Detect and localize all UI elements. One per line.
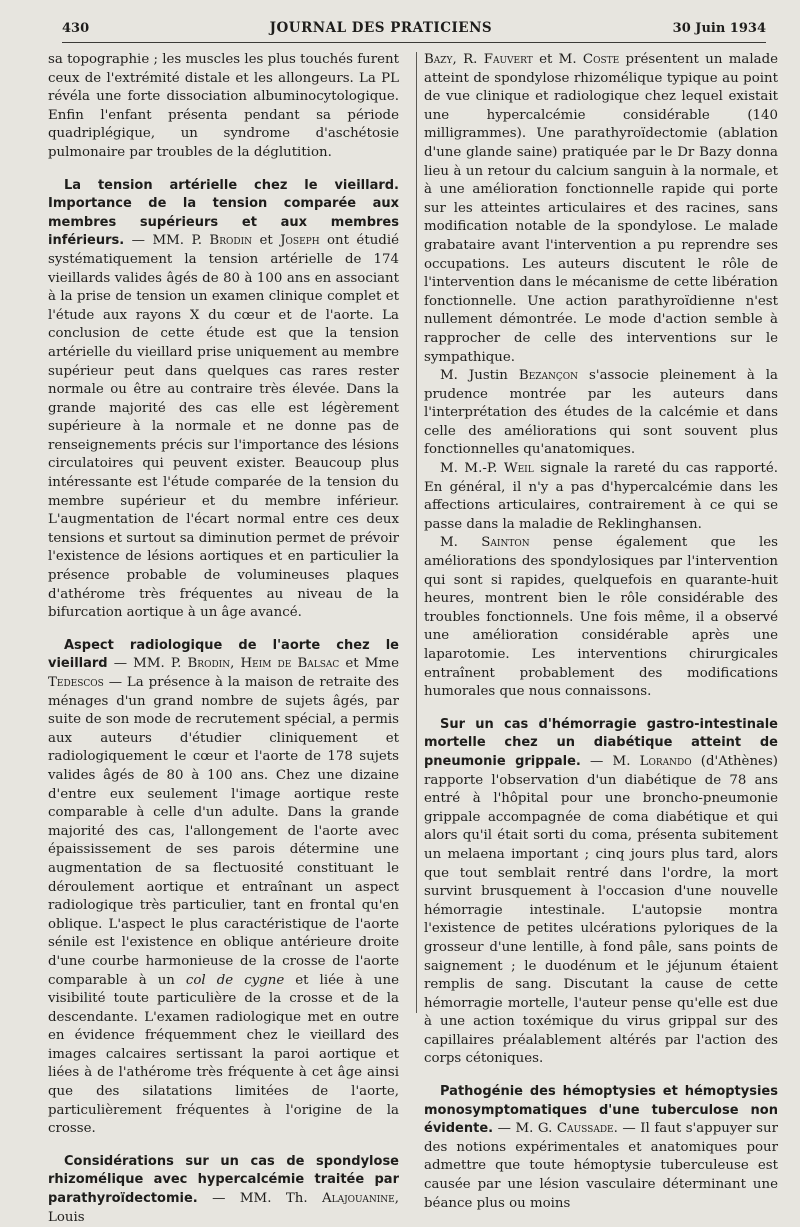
- page-number: 430: [62, 20, 90, 36]
- author-name: Joseph: [280, 233, 320, 249]
- article-heading: La tension artérielle chez le vieillard. Importance de la tension comparée aux membres supérieurs et aux membres inférieurs.: [48, 177, 399, 249]
- article-body: (d'Athènes) rapporte l'observation d'un diabétique de 78 ans entré à l'hôpital pour une broncho-pneumonie grippale accompagnée de coma diabétique et qui alors qu'il était sorti du coma, présenta subitement un melaena important ; cinq jours plus tard, alors que tout semblait rentré dans l'ordre, la mort survint brusquement à l'occasion d'une nouvelle hémorragie intestinale. L'autopsie montra l'existence de petites ulcérations pyloriques de la grosseur d'une lentille, à fond pâle, sans points de saignement ; le duodénum et le jéjunum étaient remplis de sang. Discutant la cause de cette hémorragie mortelle, l'auteur pense qu'elle est due à une action toxémique du virus grippal sur des capillaires préalablement altérés par l'action des corps cétoniques.: [424, 753, 778, 1067]
- right-column: [424, 51, 778, 1213]
- article-body: — La présence à la maison de retraite des ménages d'un grand nombre de sujets âgés, par suite de son mode de recrutement spécial, a permis aux auteurs d'étudier cliniquement et radiologiquement le cœur et l'aorte de 178 sujets valides âgés de 80 à 100 ans. Chez une dizaine d'entre eux seulement l'image aortique reste comparable à celle d'un adulte. Dans la grande majorité des cas, l'allongement de l'aorte avec épaississement de ses parois détermine une augmentation de sa flectuosité constituant le déroulement aortique et entraînant un aspect radiologique très particulier, tant en frontal qu'en oblique. L'aspect le plus caractéristique de l'aorte sénile est l'existence en oblique antérieure droite d'une courbe harmonieuse de la crosse de l'aorte comparable à un: [48, 675, 399, 988]
- article-body: ont étudié systématiquement la tension artérielle de 174 vieillards valides âgés de 80 à 100 ans en associant à la prise de tension un examen clinique complet et l'étude aux rayons X du cœur et de l'aorte. La conclusion de cette étude est que la tension artérielle du vieillard prise uniquement au membre supérieur peut dans quelques cas rares rester normale ou être au contraire très élevée. Dans la grande majorité des cas elle est légèrement supérieure à la normale et ne donne pas de renseignements précis sur l'importance des lésions circulatoires qui peuvent exister. Beaucoup plus intéressante est l'étude comparée de la tension du membre supérieur et du membre inférieur. L'augmentation de l'écart normal entre ces deux tensions et surtout sa diminution permet de prévoir l'existence de lésions aortiques et en particulier la présence probable de volumineuses plaques d'athérome très fréquentes au niveau de la bifurcation aortique à un âge avancé.: [48, 233, 399, 621]
- italic-term: col de cygne: [185, 972, 285, 988]
- article-body: et liée à une visibilité toute particulière de la crosse et de la descendante. L'examen radiologique met en outre en évidence fréquemment chez le vieillard des images calcaires sertissant la paroi aortique et liées à de l'athérome très fréquente à cet âge ainsi que des silatations limitées de l'aorte, particulièrement fréquentes à l'origine de la crosse.: [48, 972, 399, 1137]
- author-name: Weil: [503, 461, 534, 477]
- author-name: Brodin: [209, 233, 253, 249]
- article-body: pense également que les améliorations des spondylosiques par l'intervention qui sont si rapides, quelquefois en quarante-huit heures, montrent bien le rôle considérable des troubles fonctionnels. Une fois même, il a observé une amélioration considérable après une laparotomie. Les interventions chirurgicales entraînent probablement des modifications humorales que nous connaissons.: [424, 535, 778, 700]
- article-heading: Aspect radiologique de l'aorte chez le vieillard: [48, 637, 399, 672]
- article-body: présentent un malade atteint de spondylose rhizomélique typique au point de vue clinique et radiologique chez lequel existait une hypercalcémie considérable (140 milligrammes). Une parathyroïdectomie (ablation d'une glande saine) pratiquée par le Dr Bazy donna lieu à un retour du calcium sanguin à la normale, et à une amélioration fonctionnelle rapide qui porte sur les atteintes articulaires et des racines, sans modification notable de la spondylose. Le malade grabataire avant l'intervention a pu reprendre ses occupations. Les auteurs discutent le rôle de l'intervention dans le mécanisme de cette libération fonctionnelle. Une action parathyroïdienne n'est nullement démontrée. Le mode d'action semble à rapprocher de celle des interventions sur le sympathique.: [424, 52, 779, 365]
- article-heading: Sur un cas d'hémorragie gastro-intestinale mortelle chez un diabétique atteint de pneumonie grippale.: [424, 716, 778, 769]
- author-name: Caussade: [556, 1121, 614, 1137]
- article-heading: Pathogénie des hémoptysies et hémoptysies monosymptomatiques d'une tuberculose non évidente.: [424, 1084, 778, 1137]
- article-aorta-radiology: Aspect radiologique de l'aorte chez le vieillard — MM. P. Brodin, Heim de Balsac et Mme Tedescos — La présence à la maison de retraite des ménages d'un grand nombre de sujets âgés, par suite de son mode de recrutement spécial, a permis aux auteurs d'étudier cliniquement et radiologiquement le cœur et l'aorte de 178 sujets valides âgés de 80 à 100 ans. Chez une dizaine d'entre eux seulement l'image aortique reste comparable à celle d'un adulte. Dans la grande majorité des cas, l'allongement de l'aorte avec épaississement de ses parois détermine une augmentation de sa flectuosité constituant le déroulement aortique et entraînant un aspect radiologique très particulier, tant en frontal qu'en oblique. L'aspect le plus caractéristique de l'aorte sénile est l'existence en oblique antérieure droite d'une courbe harmonieuse de la crosse de l'aorte comparable à un col de cygne et liée à une visibilité toute particulière de la crosse et de la descendante. L'examen radiologique met en outre en évidence fréquemment chez le vieillard des images calcaires sertissant la paroi aortique et liées à de l'athérome très fréquente à cet âge ainsi que des silatations limitées de l'aorte, particulièrement fréquentes à l'origine de la crosse.: [48, 637, 399, 1137]
- author-name: Brodin: [187, 656, 231, 672]
- author-name: Heim de Balsac: [240, 656, 340, 672]
- issue-date: 30 Juin 1934: [672, 20, 766, 36]
- author-name: Lorando: [639, 753, 692, 769]
- author-name: Bezançon: [518, 368, 579, 384]
- discussion-weil: M. M.-P. Weil signale la rareté du cas rapporté. En général, il n'y a pas d'hypercalcémie dans les affections articulaires, contrairement à ce qui se passe dans la maladie de Reklinghansen.: [424, 461, 778, 532]
- author-name: Tedescos: [48, 675, 104, 690]
- article-spondylosis-continued: Bazy, R. Fauvert et M. Coste présentent un malade atteint de spondylose rhizomélique typique au point de vue clinique et radiologique chez lequel existait une hypercalcémie considérable (140 milligrammes). Une parathyroïdectomie (ablation d'une glande saine) pratiquée par le Dr Bazy donna lieu à un retour du calcium sanguin à la normale, et à une amélioration fonctionnelle rapide qui porte sur les atteintes articulaires et des racines, sans modification notable de la spondylose. Le malade grabataire avant l'intervention a pu reprendre ses occupations. Les auteurs discutent le rôle de l'intervention dans le mécanisme de cette libération fonctionnelle. Une action parathyroïdienne n'est nullement démontrée. Le mode d'action semble à rapprocher de celle des interventions sur le sympathique.: [424, 52, 779, 365]
- left-column: [48, 51, 399, 1227]
- author-name: Fauvert: [483, 52, 533, 67]
- article-spondylosis: Considérations sur un cas de spondylose rhizomélique avec hypercalcémie traitée par parathyroïdectomie. — MM. Th. Alajouanine, Louis: [48, 1153, 399, 1225]
- author-name: Coste: [582, 52, 620, 67]
- header-rule: [62, 42, 766, 43]
- article-blood-pressure: La tension artérielle chez le vieillard. Importance de la tension comparée aux membres supérieurs et aux membres inférieurs. — MM. P. Brodin et Joseph ont étudié systématiquement la tension artérielle de 174 vieillards valides âgés de 80 à 100 ans en associant à la prise de tension un examen clinique complet et l'étude aux rayons X du cœur et de l'aorte. La conclusion de cette étude est que la tension artérielle du vieillard prise uniquement au membre supérieur peut dans quelques cas rares rester normale ou être au contraire très élevée. Dans la grande majorité des cas elle est légèrement supérieure à la normale et ne donne pas de renseignements précis sur l'importance des lésions circulatoires qui peuvent exister. Beaucoup plus intéressante est l'étude comparée de la tension du membre supérieur et du membre inférieur. L'augmentation de l'écart normal entre ces deux tensions et surtout sa diminution permet de prévoir l'existence de lésions aortiques et en particulier la présence probable de volumineuses plaques d'athérome très fréquentes au niveau de la bifurcation aortique à un âge avancé.: [48, 177, 399, 621]
- author-name: Alajouanine: [321, 1191, 395, 1207]
- column-divider: [416, 52, 417, 1013]
- journal-title: JOURNAL DES PRATICIENS: [269, 20, 493, 36]
- article-body: s'associe pleinement à la prudence montrée par les auteurs dans l'interprétation des études de la calcémie et dans celle des améliorations qui sont souvent plus fonctionnelles qu'anatomiques.: [424, 368, 778, 458]
- running-header: [62, 16, 766, 40]
- author-name: Bazy: [424, 52, 453, 67]
- article-hemoptysis: Pathogénie des hémoptysies et hémoptysies monosymptomatiques d'une tuberculose non évidente. — M. G. Caussade. — Il faut s'appuyer sur des notions expérimentales et anatomiques pour admettre que toute hémoptysie tuberculeuse est causée par une lésion vasculaire déterminant une béance plus ou moins: [424, 1084, 779, 1211]
- discussion-bezancon: M. Justin Bezançon s'associe pleinement à la prudence montrée par les auteurs dans l'interprétation des études de la calcémie et dans celle des améliorations qui sont souvent plus fonctionnelles qu'anatomiques.: [424, 368, 778, 458]
- article-body: signale la rareté du cas rapporté. En général, il n'y a pas d'hypercalcémie dans les affections articulaires, contrairement à ce qui se passe dans la maladie de Reklinghansen.: [424, 461, 778, 532]
- discussion-sainton: M. Sainton pense également que les améliorations des spondylosiques par l'intervention qui sont si rapides, quelquefois en quarante-huit heures, montrent bien le rôle considérable des troubles fonctionnels. Une fois même, il a observé une amélioration considérable après une laparotomie. Les interventions chirurgicales entraînent probablement des modifications humorales que nous connaissons.: [424, 535, 778, 700]
- article-body: . — Il faut s'appuyer sur des notions expérimentales et anatomiques pour admettre que toute hémoptysie tuberculeuse est causée par une lésion vasculaire déterminant une béance plus ou moins: [424, 1121, 779, 1211]
- article-hemorrhage: Sur un cas d'hémorragie gastro-intestinale mortelle chez un diabétique atteint de pneumonie grippale. — M. Lorando (d'Athènes) rapporte l'observation d'un diabétique de 78 ans entré à l'hôpital pour une broncho-pneumonie grippale accompagnée de coma diabétique et qui alors qu'il était sorti du coma, présenta subitement un melaena important ; cinq jours plus tard, alors que tout semblait rentré dans l'ordre, la mort survint brusquement à l'occasion d'une nouvelle hémorragie intestinale. L'autopsie montra l'existence de petites ulcérations pyloriques de la grosseur d'une lentille, à fond pâle, sans points de saignement ; le duodénum et le jéjunum étaient remplis de sang. Discutant la cause de cette hémorragie mortelle, l'auteur pense qu'elle est due à une action toxémique du virus grippal sur des capillaires préalablement altérés par l'action des corps cétoniques.: [424, 716, 778, 1067]
- author-name: Sainton: [481, 535, 530, 551]
- article-heading: Considérations sur un cas de spondylose rhizomélique avec hypercalcémie traitée par parathyroïdectomie.: [48, 1153, 399, 1207]
- continued-paragraph: sa topographie ; les muscles les plus touchés furent ceux de l'extrémité distale et les allongeurs. La PL révéla une forte dissociation albuminocytologique. Enfin l'enfant présenta pendant sa période quadriplégique, un syndrome d'aschétosie pulmonaire par troubles de la déglutition.: [48, 52, 399, 160]
